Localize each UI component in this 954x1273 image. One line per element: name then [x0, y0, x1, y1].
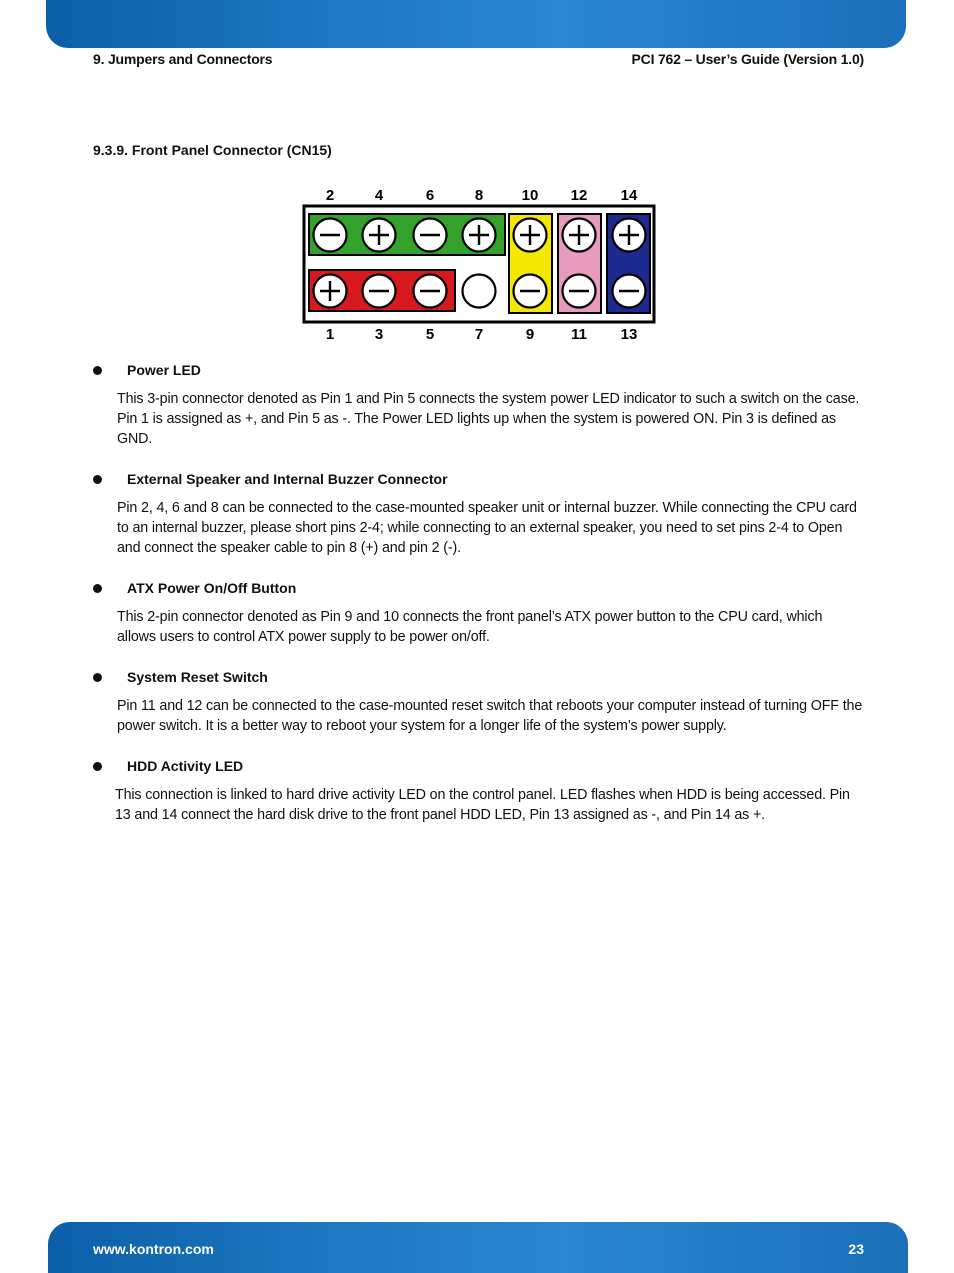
pin-number-label: 13 — [620, 326, 638, 343]
pin-2-minus-icon — [314, 219, 347, 252]
pin-14-plus-icon — [613, 219, 646, 252]
pin-8-plus-icon — [463, 219, 496, 252]
pin-5-minus-icon — [414, 275, 447, 308]
reset-switch-section — [93, 667, 863, 736]
speaker-buzzer-section — [93, 469, 863, 558]
hdd-led-heading: HDD Activity LED — [127, 758, 244, 774]
power-led-heading: Power LED — [127, 362, 201, 378]
reset-switch-heading: System Reset Switch — [127, 669, 268, 685]
pin-number-label: 3 — [374, 326, 384, 343]
pin-number-label: 10 — [521, 187, 539, 204]
atx-power-heading: ATX Power On/Off Button — [127, 580, 297, 596]
pin-10-plus-icon — [514, 219, 547, 252]
pin-number-label: 14 — [620, 187, 638, 204]
pin-number-label: 5 — [425, 326, 435, 343]
speaker-buzzer-text: Pin 2, 4, 6 and 8 can be connected to the case-mounted speaker unit or internal buzzer. While connecting the CPU card to an internal buzzer, please short pins 2-4; while connecting to an external speaker, you need to set pins 2-4 to Open and connect the speaker cable to pin 8 (+) and pin 2 (-). — [117, 500, 857, 556]
pin-number-label: 1 — [325, 326, 335, 343]
pin-number-label: 11 — [571, 326, 587, 343]
bullet-icon — [93, 762, 102, 771]
pin-number-label: 4 — [374, 187, 384, 204]
chapter-title: 9. Jumpers and Connectors — [93, 51, 273, 67]
hdd-led-section — [93, 756, 863, 825]
atx-power-section — [93, 578, 863, 647]
bullet-icon — [93, 673, 102, 682]
speaker-buzzer-heading: External Speaker and Internal Buzzer Connector — [127, 471, 448, 487]
power-led-text: This 3-pin connector denoted as Pin 1 and Pin 5 connects the system power LED indicator to such a switch on the case. Pin 1 is assigned as +, and Pin 5 as -. The Power LED lights up when the system is powered ON. Pin 3 is defined as GND. — [117, 391, 860, 447]
power-led-section — [93, 360, 863, 449]
pin-number-label: 6 — [425, 187, 435, 204]
pin-number-label: 8 — [474, 187, 484, 204]
connector-pinout-svg — [302, 183, 658, 343]
bullet-icon — [93, 475, 102, 484]
pin-number-label: 9 — [525, 326, 535, 343]
header-banner — [46, 0, 906, 48]
hdd-led-text: This connection is linked to hard drive activity LED on the control panel. LED flashes when HDD is being accessed. Pin 13 and 14 connect the hard disk drive to the front panel HDD LED, Pin 13 assigned as -, and Pin 14 as +. — [115, 787, 850, 823]
document-title: PCI 762 – User’s Guide (Version 1.0) — [631, 51, 864, 67]
atx-power-text: This 2-pin connector denoted as Pin 9 and 10 connects the front panel’s ATX power button to the CPU card, which allows users to control ATX power supply to be power on/off. — [117, 609, 823, 645]
pin-number-label: 2 — [325, 187, 335, 204]
pin-3-minus-icon — [363, 275, 396, 308]
pin-number-label: 7 — [474, 326, 484, 343]
pin-descriptions — [93, 360, 863, 825]
pin-13-minus-icon — [613, 275, 646, 308]
pin-12-plus-icon — [563, 219, 596, 252]
page-number: 23 — [848, 1241, 864, 1257]
pin-11-minus-icon — [563, 275, 596, 308]
pin-9-minus-icon — [514, 275, 547, 308]
pin-6-minus-icon — [414, 219, 447, 252]
reset-switch-text: Pin 11 and 12 can be connected to the case-mounted reset switch that reboots your computer instead of turning OFF the power switch. It is a better way to reboot your system for a longer life of the system’s power supply. — [117, 698, 863, 734]
footer-website: www.kontron.com — [93, 1241, 214, 1257]
pin-number-label: 12 — [570, 187, 588, 204]
front-panel-connector-diagram — [302, 183, 658, 343]
bullet-icon — [93, 366, 102, 375]
pin-4-plus-icon — [363, 219, 396, 252]
pin-1-plus-icon — [314, 275, 347, 308]
section-heading: 9.3.9. Front Panel Connector (CN15) — [93, 142, 332, 158]
bullet-icon — [93, 584, 102, 593]
pin-7-none-icon — [463, 275, 496, 308]
